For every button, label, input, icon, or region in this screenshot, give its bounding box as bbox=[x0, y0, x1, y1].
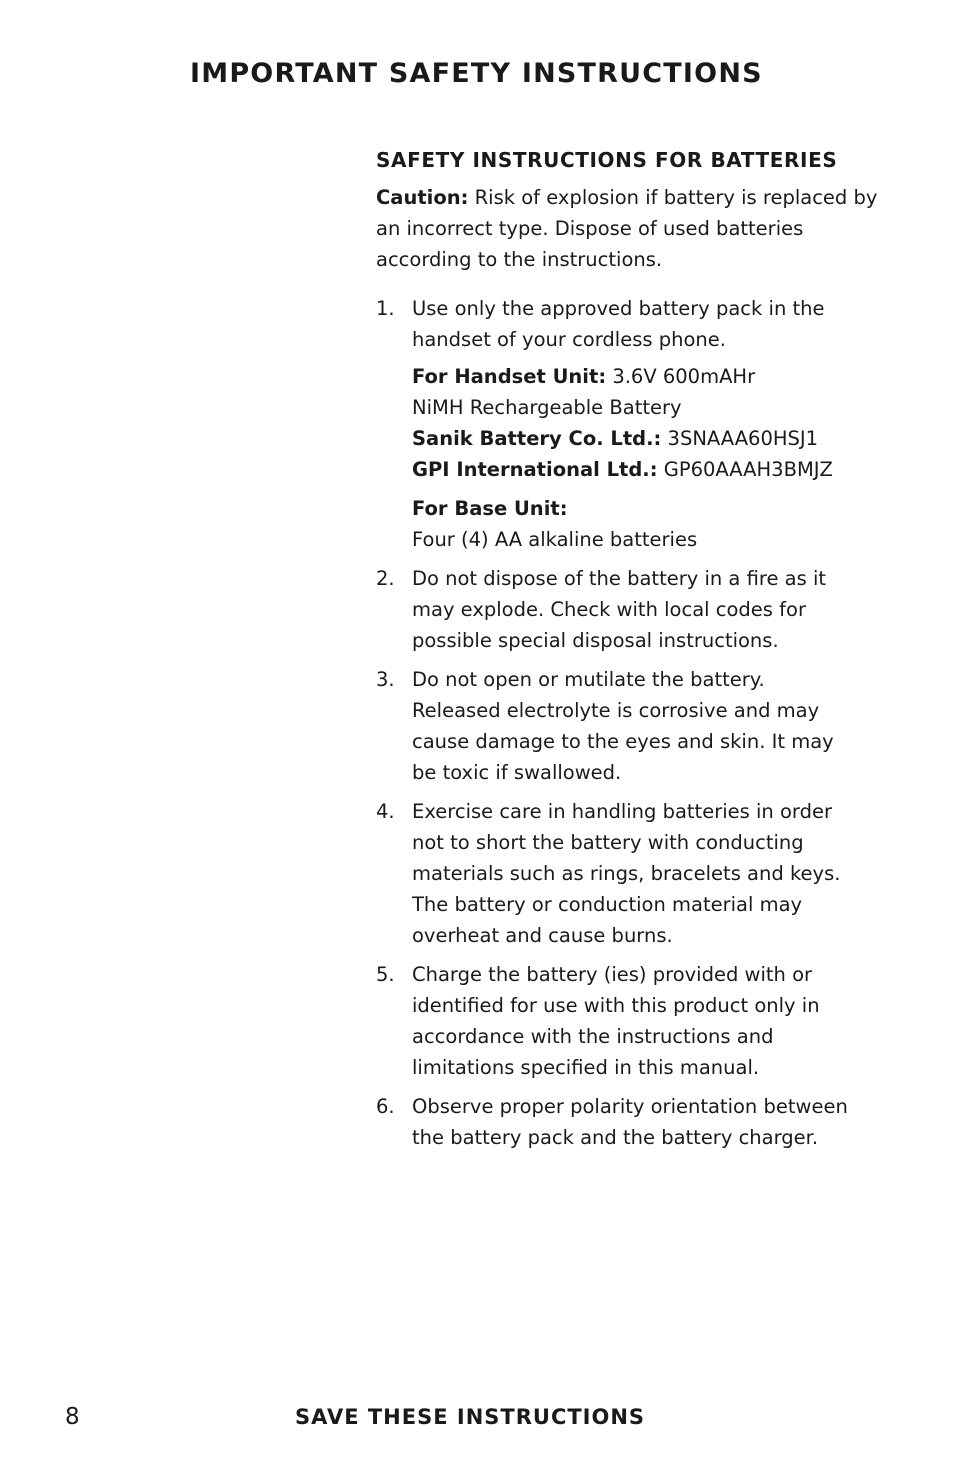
item-number: 3. bbox=[376, 668, 395, 691]
item-text-line: limitations specified in this manual. bbox=[412, 1056, 760, 1079]
handset-unit-value-line-2: NiMH Rechargeable Battery bbox=[412, 396, 682, 419]
item-text-line: Do not open or mutilate the battery. bbox=[412, 668, 765, 691]
gpi-spec-line bbox=[412, 454, 906, 485]
item-text-line: be toxic if swallowed. bbox=[412, 761, 622, 784]
item-text-line: cause damage to the eyes and skin. It may bbox=[412, 730, 834, 753]
item-number: 6. bbox=[376, 1095, 395, 1118]
item-text-line: identified for use with this product only in bbox=[412, 994, 820, 1017]
item-number: 4. bbox=[376, 800, 395, 823]
section-title: SAFETY INSTRUCTIONS FOR BATTERIES bbox=[376, 148, 838, 172]
caution-text-line-2: an incorrect type. Dispose of used batteries bbox=[376, 217, 804, 240]
item-number: 1. bbox=[376, 297, 395, 320]
item-text-line: The battery or conduction material may bbox=[412, 893, 803, 916]
list-item bbox=[376, 563, 906, 656]
item-text-line: handset of your cordless phone. bbox=[412, 328, 726, 351]
sanik-spec-line bbox=[412, 423, 906, 454]
base-unit-label: For Base Unit: bbox=[412, 497, 568, 520]
caution-text-line-1: Risk of explosion if battery is replaced by bbox=[468, 186, 878, 209]
item-text-line: accordance with the instructions and bbox=[412, 1025, 774, 1048]
item-text-line: Use only the approved battery pack in the bbox=[412, 297, 825, 320]
caution-text-line-3: according to the instructions. bbox=[376, 248, 663, 271]
caution-paragraph bbox=[376, 182, 891, 275]
item-text-line: the battery pack and the battery charger. bbox=[412, 1126, 819, 1149]
item-text-line: overheat and cause burns. bbox=[412, 924, 673, 947]
battery-safety-section bbox=[376, 148, 906, 1161]
battery-instruction-list bbox=[376, 293, 906, 1153]
base-spec-block bbox=[412, 493, 906, 555]
item-number: 5. bbox=[376, 963, 395, 986]
item-text-line: Charge the battery (ies) provided with or bbox=[412, 963, 813, 986]
list-item bbox=[376, 796, 906, 951]
item-number: 2. bbox=[376, 567, 395, 590]
handset-spec-block bbox=[412, 361, 906, 485]
item-text-line: Do not dispose of the battery in a fire as it bbox=[412, 567, 827, 590]
list-item bbox=[376, 1091, 906, 1153]
list-item bbox=[376, 293, 906, 555]
handset-spec-line bbox=[412, 361, 906, 392]
list-item bbox=[376, 959, 906, 1083]
handset-unit-label: For Handset Unit: bbox=[412, 365, 607, 388]
item-text-line: Released electrolyte is corrosive and may bbox=[412, 699, 820, 722]
base-unit-value: Four (4) AA alkaline batteries bbox=[412, 528, 698, 551]
item-text-line: may explode. Check with local codes for bbox=[412, 598, 806, 621]
gpi-label: GPI International Ltd.: bbox=[412, 458, 658, 481]
item-text-line: Exercise care in handling batteries in order bbox=[412, 800, 832, 823]
handset-unit-value: 3.6V 600mAHr bbox=[606, 365, 756, 388]
caution-label: Caution: bbox=[376, 186, 469, 209]
page-title: IMPORTANT SAFETY INSTRUCTIONS bbox=[190, 58, 763, 89]
item-text-line: not to short the battery with conducting bbox=[412, 831, 804, 854]
gpi-value: GP60AAAH3BMJZ bbox=[657, 458, 833, 481]
list-item bbox=[376, 664, 906, 788]
item-text-line: Observe proper polarity orientation between bbox=[412, 1095, 848, 1118]
footer-save-instructions: SAVE THESE INSTRUCTIONS bbox=[295, 1405, 646, 1429]
item-text-line: materials such as rings, bracelets and keys. bbox=[412, 862, 841, 885]
sanik-label: Sanik Battery Co. Ltd.: bbox=[412, 427, 662, 450]
item-text-line: possible special disposal instructions. bbox=[412, 629, 779, 652]
page-number: 8 bbox=[65, 1404, 80, 1430]
sanik-value: 3SNAAA60HSJ1 bbox=[661, 427, 819, 450]
